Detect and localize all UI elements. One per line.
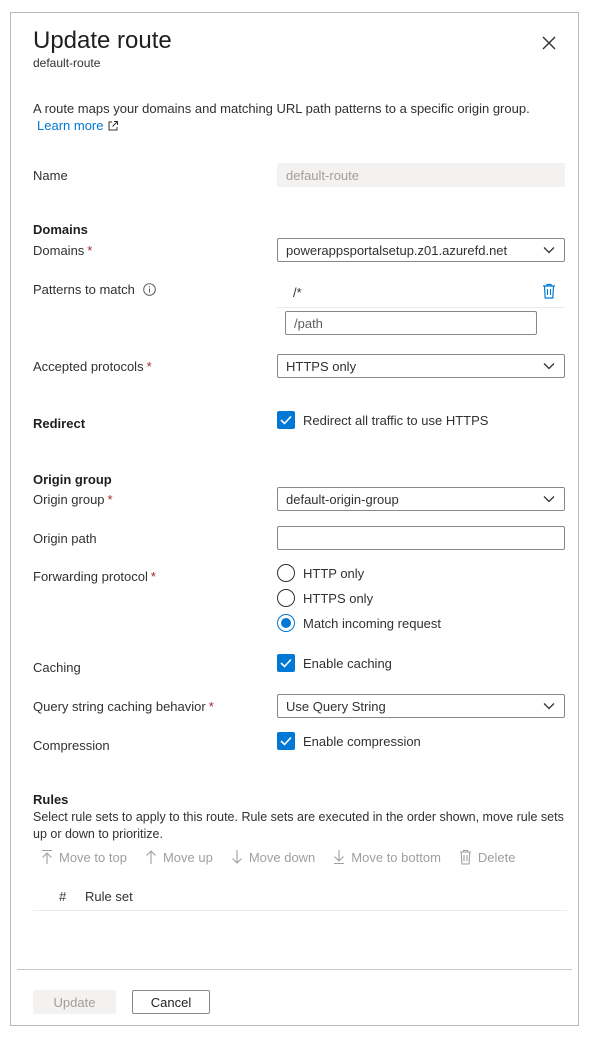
accepted-protocols-label: Accepted protocols * xyxy=(33,359,152,374)
compression-checkbox-label: Enable compression xyxy=(303,733,421,749)
footer-divider xyxy=(17,969,572,970)
forwarding-protocol-label: Forwarding protocol * xyxy=(33,569,156,584)
origin-group-value: default-origin-group xyxy=(286,491,399,507)
rules-table-header xyxy=(33,883,567,911)
checkbox-checked-icon xyxy=(277,411,295,429)
close-icon xyxy=(542,36,556,50)
learn-more-label: Learn more xyxy=(37,118,104,133)
redirect-checkbox-label: Redirect all traffic to use HTTPS xyxy=(303,412,489,428)
origin-section-heading: Origin group xyxy=(33,472,112,487)
caching-label: Caching xyxy=(33,660,81,675)
caching-checkbox-label: Enable caching xyxy=(303,655,392,671)
caching-checkbox[interactable] xyxy=(277,654,392,672)
domains-dropdown[interactable] xyxy=(277,238,565,262)
accepted-protocols-dropdown[interactable] xyxy=(277,354,565,378)
radio-unselected-icon xyxy=(277,589,295,607)
domains-section-heading: Domains xyxy=(33,222,88,237)
update-button[interactable]: Update xyxy=(33,990,116,1014)
arrow-down-icon xyxy=(231,849,243,865)
radio-https-only[interactable]: HTTPS only xyxy=(277,589,373,607)
radio-unselected-icon xyxy=(277,564,295,582)
route-description: A route maps your domains and matching URL path patterns to a specific origin group. xyxy=(33,101,530,116)
info-icon[interactable] xyxy=(143,283,156,296)
checkbox-checked-icon xyxy=(277,732,295,750)
radio-match-incoming[interactable]: Match incoming request xyxy=(277,614,441,632)
rules-description: Select rule sets to apply to this route. Rule sets are executed in the order shown, move rule sets up or down to prioritize. xyxy=(33,810,564,841)
pattern-row xyxy=(277,278,565,308)
origin-group-label: Origin group * xyxy=(33,492,113,507)
query-string-dropdown[interactable] xyxy=(277,694,565,718)
page-subtitle: default-route xyxy=(33,56,101,70)
update-route-panel xyxy=(10,12,579,1026)
move-down-button[interactable]: Move down xyxy=(231,849,315,865)
compression-checkbox[interactable] xyxy=(277,732,421,750)
pattern-value: /* xyxy=(293,285,302,300)
arrow-up-icon xyxy=(145,849,157,865)
learn-more-link[interactable] xyxy=(37,118,119,133)
move-to-top-icon xyxy=(41,849,53,865)
domains-label: Domains * xyxy=(33,243,93,258)
origin-path-label: Origin path xyxy=(33,531,97,546)
move-to-bottom-icon xyxy=(333,849,345,865)
page-title: Update route xyxy=(33,27,172,54)
chevron-down-icon xyxy=(542,243,556,257)
rules-toolbar xyxy=(41,849,515,865)
redirect-label: Redirect xyxy=(33,416,86,431)
column-header-rule-set: Rule set xyxy=(85,889,133,904)
compression-label: Compression xyxy=(33,738,110,753)
radio-selected-icon xyxy=(277,614,295,632)
accepted-protocols-value: HTTPS only xyxy=(286,358,357,374)
pattern-input[interactable]: /path xyxy=(285,311,537,335)
external-link-icon xyxy=(107,120,119,132)
redirect-checkbox[interactable] xyxy=(277,411,488,429)
radio-http-only[interactable]: HTTP only xyxy=(277,564,364,582)
move-up-button[interactable]: Move up xyxy=(145,849,213,865)
checkbox-checked-icon xyxy=(277,654,295,672)
origin-group-dropdown[interactable] xyxy=(277,487,565,511)
chevron-down-icon xyxy=(542,699,556,713)
move-to-top-button[interactable]: Move to top xyxy=(41,849,127,865)
patterns-label: Patterns to match xyxy=(33,282,156,297)
domains-value: powerappsportalsetup.z01.azurefd.net xyxy=(286,242,508,258)
move-to-bottom-button[interactable]: Move to bottom xyxy=(333,849,441,865)
query-string-value: Use Query String xyxy=(286,698,386,714)
query-string-label: Query string caching behavior * xyxy=(33,699,214,714)
column-header-number: # xyxy=(59,889,67,904)
cancel-button[interactable]: Cancel xyxy=(132,990,210,1014)
name-field: default-route xyxy=(277,163,565,187)
name-label: Name xyxy=(33,168,68,183)
delete-button[interactable]: Delete xyxy=(459,849,516,865)
origin-path-input[interactable] xyxy=(277,526,565,550)
rules-heading: Rules xyxy=(33,792,69,807)
chevron-down-icon xyxy=(542,359,556,373)
chevron-down-icon xyxy=(542,492,556,506)
delete-pattern-icon[interactable] xyxy=(542,283,556,299)
close-button[interactable] xyxy=(537,31,561,55)
trash-icon xyxy=(459,849,472,865)
